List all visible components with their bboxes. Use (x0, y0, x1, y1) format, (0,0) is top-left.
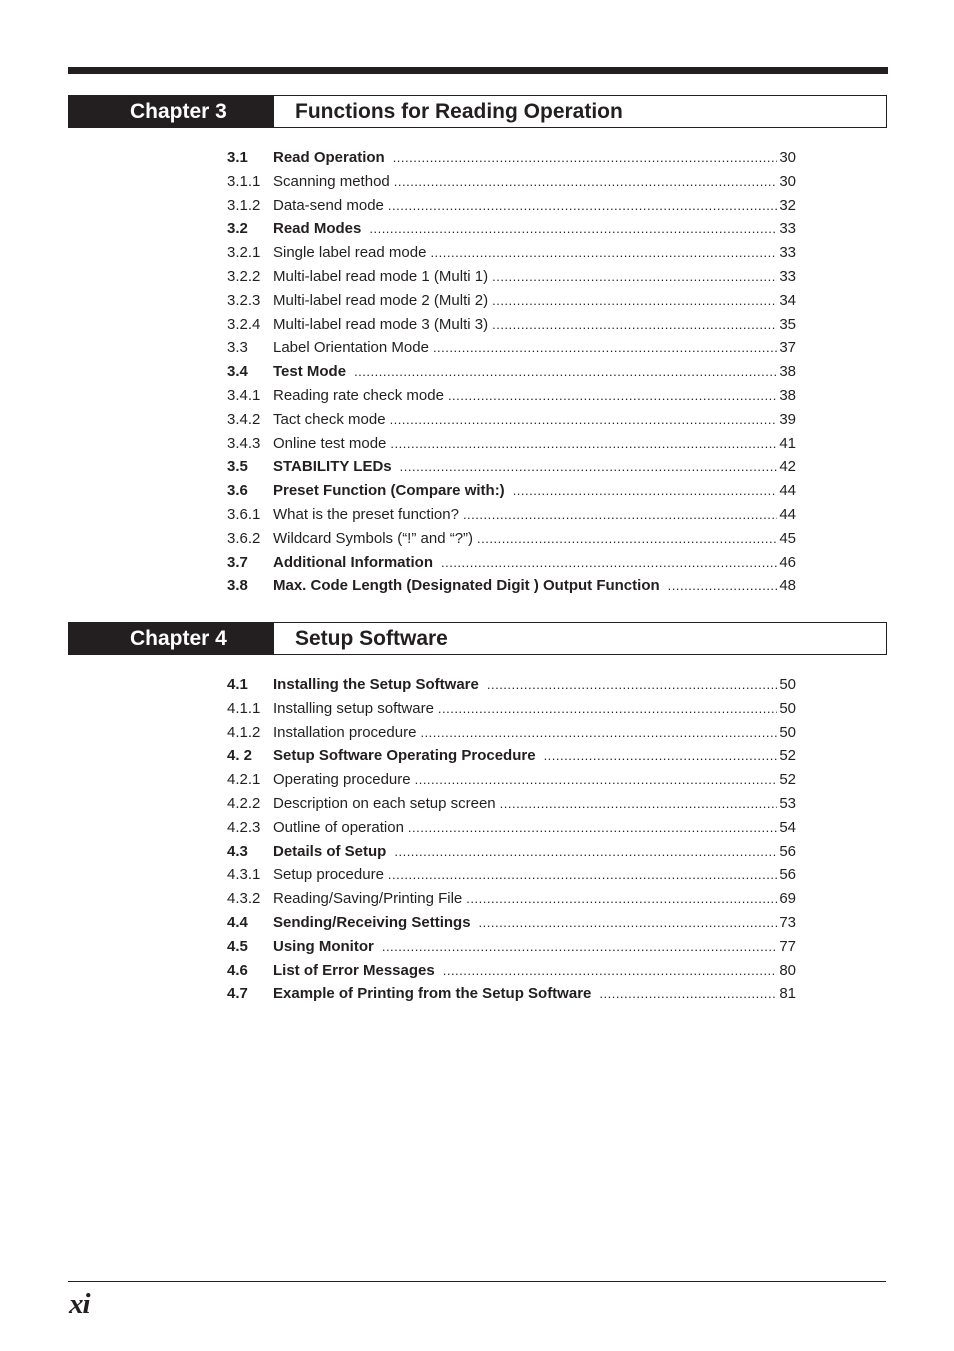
toc-entry-number: 3.2.2 (227, 267, 261, 285)
toc-entry-page: 50 (779, 699, 796, 717)
toc-entry-page: 39 (779, 410, 796, 428)
toc-entry-number: 3.2.3 (227, 291, 261, 309)
dot-leader (420, 721, 777, 745)
dot-leader (466, 887, 777, 911)
page-number: xi (69, 1288, 90, 1320)
chapter-title: Functions for Reading Operation (274, 95, 887, 128)
toc-entry-number: 3.1 (227, 149, 248, 166)
toc-entry[interactable] (227, 479, 796, 503)
dot-leader (492, 289, 777, 313)
top-rule (68, 67, 888, 74)
toc-entry-page: 56 (779, 842, 796, 860)
dot-leader (500, 792, 778, 816)
toc-entry[interactable] (227, 241, 796, 265)
toc-entry-title: Outline of operation (273, 818, 404, 836)
toc-entry-number: 3.4.3 (227, 434, 261, 452)
toc-entry-page: 80 (779, 961, 796, 979)
dot-leader (492, 313, 777, 337)
toc-entry-page: 32 (779, 196, 796, 214)
toc-entry-title: Details of Setup (273, 842, 387, 860)
dot-leader (394, 840, 777, 864)
toc-entry-title: Additional Information (273, 553, 433, 571)
toc-entry-number: 3.5 (227, 458, 248, 476)
toc-entry-page: 37 (779, 339, 796, 357)
toc-entry-number: 3.3 (227, 339, 248, 357)
toc-entry-page: 52 (779, 771, 796, 789)
dot-leader (448, 384, 777, 408)
toc-entry-title: Multi-label read mode 1 (Multi 1) (273, 267, 489, 285)
toc-entry[interactable] (227, 336, 796, 360)
dot-leader (544, 744, 778, 768)
toc-entry[interactable] (227, 265, 796, 289)
dot-leader (463, 503, 777, 527)
toc-entry-number: 4.2.3 (227, 818, 261, 836)
toc-entry-title: Using Monitor (273, 937, 374, 955)
toc-entry[interactable] (227, 935, 796, 959)
toc-entry-number: 4.7 (227, 985, 248, 1003)
toc-entry-page: 54 (779, 818, 796, 836)
toc-entry-line (273, 863, 796, 887)
toc-entry-page: 41 (779, 434, 796, 452)
toc-entry-page: 34 (779, 291, 796, 309)
toc-entry-title: Single label read mode (273, 244, 427, 262)
toc-entry[interactable] (227, 360, 796, 384)
toc-entry[interactable] (227, 313, 796, 337)
toc-entry-line (273, 336, 796, 360)
toc-entry-title: Test Mode (273, 363, 347, 381)
toc-entry-title: List of Error Messages (273, 961, 435, 979)
toc-entry-line (273, 721, 796, 745)
toc-entry[interactable] (227, 673, 796, 697)
dot-leader (443, 959, 778, 983)
chapter-4-header (68, 622, 887, 655)
toc-entry[interactable] (227, 574, 796, 598)
toc-entry-line (273, 479, 796, 503)
toc-entry-line (273, 408, 796, 432)
toc-entry-number: 3.6.2 (227, 529, 261, 547)
toc-entry-line (273, 194, 796, 218)
toc-entry-title: Reading/Saving/Printing File (273, 890, 463, 908)
dot-leader (415, 768, 778, 792)
toc-entry-line (273, 217, 796, 241)
toc-entry-page: 30 (779, 149, 796, 166)
toc-entry-page: 33 (779, 244, 796, 262)
toc-entry-number: 3.1.2 (227, 196, 261, 214)
toc-entry-title: Setup Software Operating Procedure (273, 747, 536, 765)
toc-entry[interactable] (227, 982, 796, 1006)
toc-entry-number: 3.4 (227, 363, 248, 381)
toc-entry-page: 52 (779, 747, 796, 765)
toc-entry-page: 50 (779, 676, 796, 693)
dot-leader (388, 194, 777, 218)
toc-entry-page: 50 (779, 723, 796, 741)
toc-entry-number: 3.8 (227, 577, 248, 595)
dot-leader (441, 551, 777, 575)
chapter-4-toc-list (227, 673, 796, 1006)
toc-entry-title: Installing setup software (273, 699, 434, 717)
toc-entry-number: 4.3.1 (227, 866, 261, 884)
toc-entry-title: Max. Code Length (Designated Digit ) Output Function (273, 577, 660, 595)
toc-entry-title: Scanning method (273, 172, 390, 190)
dot-leader (394, 170, 778, 194)
toc-entry-line (273, 816, 796, 840)
chapter-3-header (68, 95, 887, 128)
toc-entry-line (273, 455, 796, 479)
toc-entry-page: 81 (779, 985, 796, 1003)
dot-leader (668, 574, 778, 598)
dot-leader (599, 982, 777, 1006)
toc-entry-number: 3.2.1 (227, 244, 261, 262)
toc-entry-page: 33 (779, 220, 796, 238)
toc-entry-page: 42 (779, 458, 796, 476)
toc-entry-line (273, 241, 796, 265)
toc-entry-page: 48 (779, 577, 796, 595)
toc-entry[interactable] (227, 527, 796, 551)
toc-entry-title: Wildcard Symbols (“!” and “?”) (273, 529, 474, 547)
toc-entry-line (273, 768, 796, 792)
toc-entry-page: 38 (779, 386, 796, 404)
toc-entry-number: 3.7 (227, 553, 248, 571)
dot-leader (479, 911, 778, 935)
toc-entry-page: 35 (779, 315, 796, 333)
toc-entry-title: Tact check mode (273, 410, 386, 428)
toc-entry-page: 46 (779, 553, 796, 571)
dot-leader (400, 455, 778, 479)
toc-entry[interactable] (227, 455, 796, 479)
toc-entry-title: Description on each setup screen (273, 794, 496, 812)
toc-entry-title: Installing the Setup Software (273, 676, 479, 693)
toc-entry-number: 4.1 (227, 676, 248, 693)
chapter-3-toc-list (227, 146, 796, 598)
toc-entry-line (273, 384, 796, 408)
toc-entry-page: 33 (779, 267, 796, 285)
toc-entry-number: 4.2.2 (227, 794, 261, 812)
toc-entry-title: Operating procedure (273, 771, 411, 789)
toc-entry[interactable] (227, 697, 796, 721)
toc-entry-page: 69 (779, 890, 796, 908)
toc-entry-title: Read Modes (273, 220, 362, 238)
toc-entry-number: 4.3 (227, 842, 248, 860)
toc-entry-line (273, 170, 796, 194)
toc-entry[interactable] (227, 887, 796, 911)
dot-leader (433, 336, 777, 360)
toc-entry-line (273, 959, 796, 983)
toc-entry[interactable] (227, 840, 796, 864)
dot-leader (438, 697, 777, 721)
toc-entry[interactable] (227, 863, 796, 887)
dot-leader (388, 863, 777, 887)
toc-entry[interactable] (227, 408, 796, 432)
toc-entry[interactable] (227, 146, 796, 170)
toc-entry-line (273, 697, 796, 721)
toc-entry-number: 4.4 (227, 913, 248, 931)
dot-leader (393, 146, 778, 170)
toc-entry-number: 4.2.1 (227, 771, 261, 789)
toc-entry-number: 4.6 (227, 961, 248, 979)
toc-entry[interactable] (227, 721, 796, 745)
dot-leader (354, 360, 777, 384)
toc-entry[interactable] (227, 503, 796, 527)
toc-entry[interactable] (227, 384, 796, 408)
toc-entry-number: 4. 2 (227, 747, 253, 765)
dot-leader (430, 241, 777, 265)
dot-leader (487, 673, 777, 697)
toc-entry-page: 45 (779, 529, 796, 547)
toc-entry[interactable] (227, 289, 796, 313)
toc-entry[interactable] (227, 959, 796, 983)
toc-entry-page: 77 (779, 937, 796, 955)
toc-entry-title: Preset Function (Compare with:) (273, 482, 505, 500)
toc-entry[interactable] (227, 432, 796, 456)
toc-entry-line (273, 265, 796, 289)
chapter-title: Setup Software (274, 622, 887, 655)
dot-leader (382, 935, 777, 959)
toc-entry-page: 73 (779, 913, 796, 931)
dot-leader (390, 408, 778, 432)
toc-entry-line (273, 146, 796, 170)
toc-entry-title: Label Orientation Mode (273, 339, 429, 357)
toc-entry-number: 3.6.1 (227, 505, 261, 523)
dot-leader (408, 816, 777, 840)
dot-leader (477, 527, 777, 551)
toc-entry-title: STABILITY LEDs (273, 458, 392, 476)
toc-entry-title: Setup procedure (273, 866, 384, 884)
toc-entry-page: 30 (779, 172, 796, 190)
toc-entry-title: What is the preset function? (273, 505, 459, 523)
toc-entry-line (273, 503, 796, 527)
toc-entry[interactable] (227, 744, 796, 768)
toc-entry-line (273, 551, 796, 575)
chapter-header-bar (68, 622, 887, 655)
toc-entry-number: 4.1.2 (227, 723, 261, 741)
toc-entry-line (273, 840, 796, 864)
toc-entry-number: 4.1.1 (227, 699, 261, 717)
toc-entry-line (273, 744, 796, 768)
toc-entry-line (273, 432, 796, 456)
toc-entry-line (273, 911, 796, 935)
toc-entry-page: 56 (779, 866, 796, 884)
toc-entry-number: 3.2.4 (227, 315, 261, 333)
bottom-rule (68, 1281, 886, 1282)
toc-entry-number: 3.4.2 (227, 410, 261, 428)
chapter-label: Chapter 4 (68, 622, 274, 655)
toc-entry-page: 38 (779, 363, 796, 381)
toc-entry-title: Online test mode (273, 434, 387, 452)
toc-entry-title: Installation procedure (273, 723, 417, 741)
toc-entry-line (273, 887, 796, 911)
dot-leader (369, 217, 777, 241)
toc-entry-page: 53 (779, 794, 796, 812)
toc-entry-title: Multi-label read mode 3 (Multi 3) (273, 315, 489, 333)
toc-entry[interactable] (227, 768, 796, 792)
toc-entry-title: Multi-label read mode 2 (Multi 2) (273, 291, 489, 309)
toc-entry-line (273, 360, 796, 384)
toc-entry-page: 44 (779, 505, 796, 523)
chapter-label: Chapter 3 (68, 95, 274, 128)
toc-entry[interactable] (227, 792, 796, 816)
toc-entry[interactable] (227, 551, 796, 575)
toc-entry[interactable] (227, 170, 796, 194)
toc-entry-line (273, 313, 796, 337)
toc-entry-title: Example of Printing from the Setup Software (273, 985, 592, 1003)
toc-entry-title: Data-send mode (273, 196, 384, 214)
toc-entry-line (273, 289, 796, 313)
dot-leader (492, 265, 777, 289)
dot-leader (513, 479, 778, 503)
toc-entry-line (273, 982, 796, 1006)
toc-entry-number: 3.2 (227, 220, 248, 238)
toc-entry-number: 3.6 (227, 482, 248, 500)
toc-entry[interactable] (227, 816, 796, 840)
toc-entry-line (273, 673, 796, 697)
dot-leader (390, 432, 777, 456)
toc-entry-number: 3.1.1 (227, 172, 261, 190)
toc-entry-page: 44 (779, 482, 796, 500)
toc-entry-title: Sending/Receiving Settings (273, 913, 471, 931)
toc-entry-line (273, 527, 796, 551)
chapter-header-bar (68, 95, 887, 128)
toc-entry-title: Reading rate check mode (273, 386, 444, 404)
toc-entry-number: 4.3.2 (227, 890, 261, 908)
toc-entry[interactable] (227, 194, 796, 218)
toc-entry-number: 4.5 (227, 937, 248, 955)
toc-entry[interactable] (227, 911, 796, 935)
toc-entry-number: 3.4.1 (227, 386, 261, 404)
toc-entry[interactable] (227, 217, 796, 241)
toc-entry-line (273, 792, 796, 816)
toc-entry-line (273, 935, 796, 959)
toc-entry-title: Read Operation (273, 149, 385, 166)
toc-entry-line (273, 574, 796, 598)
